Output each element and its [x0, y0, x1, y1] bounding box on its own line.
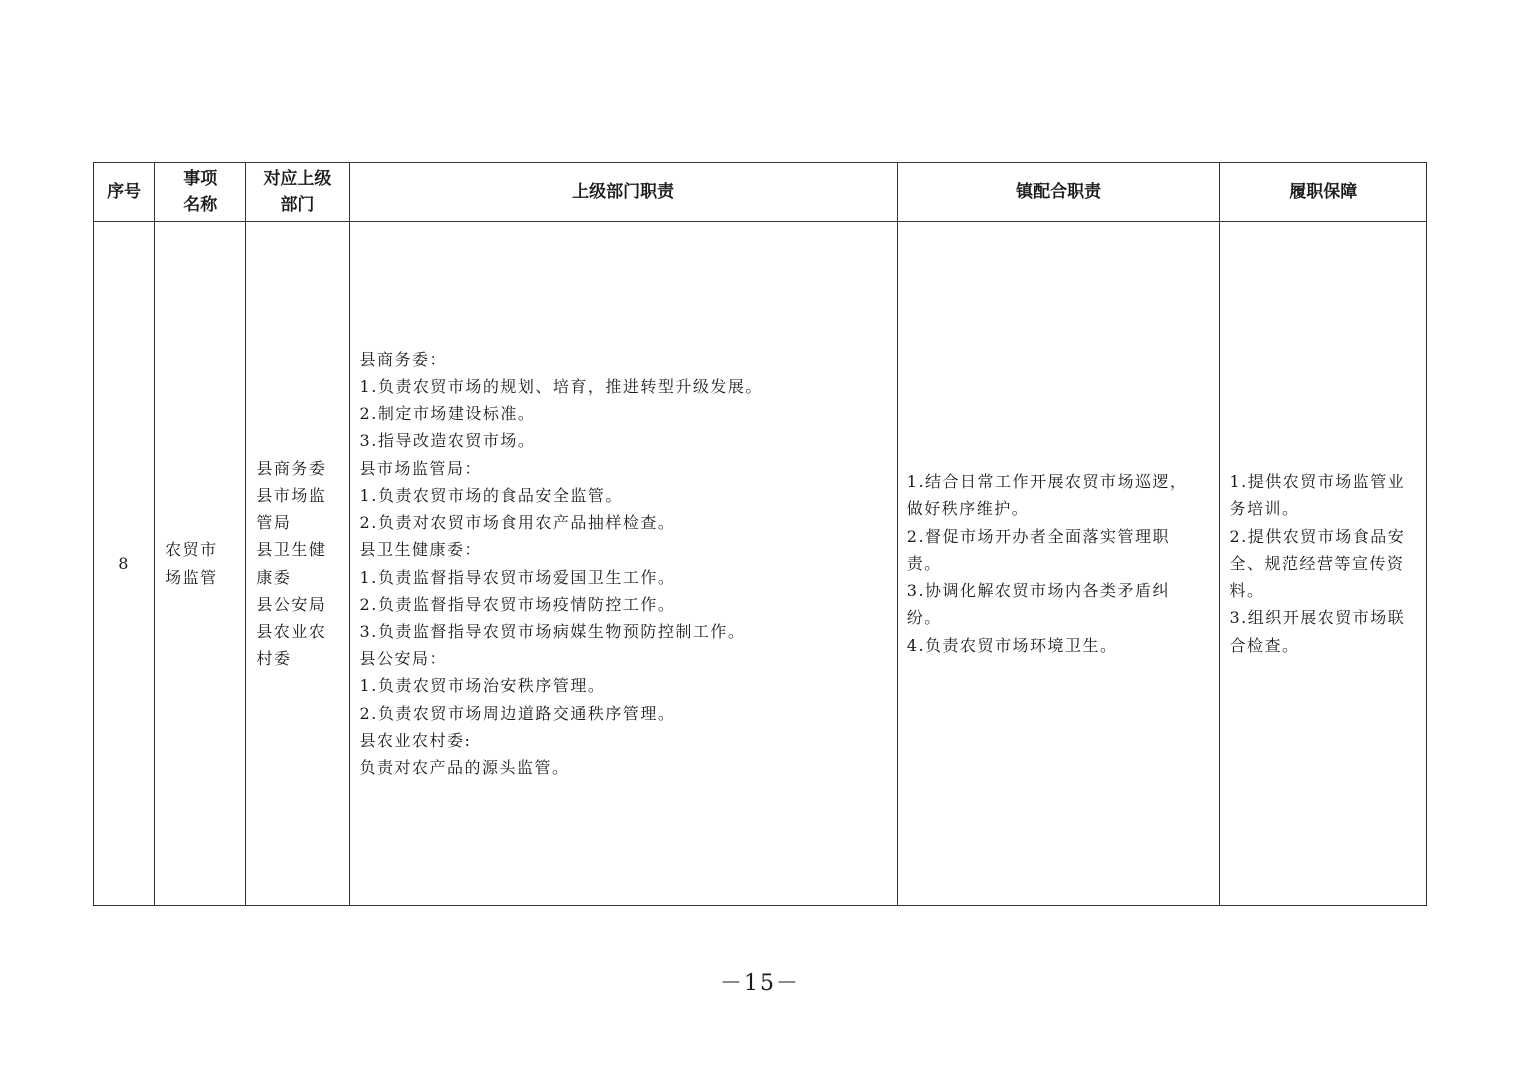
duty-line: 负责对农产品的源头监管。 — [359, 757, 570, 777]
duty-line: 1.负责农贸市场的食品安全监管。 — [359, 485, 623, 505]
header-superior-dept-line-2: 部门 — [280, 195, 315, 215]
town-duty-line: 做好秩序维护。 — [906, 499, 1030, 519]
duty-line: 县商务委： — [359, 349, 448, 369]
header-guarantee-label: 履职保障 — [1289, 182, 1358, 202]
guarantee-line: 1.提供农贸市场监管业 — [1229, 472, 1406, 492]
header-superior-dept — [246, 163, 349, 222]
header-superior-dept-line-1: 对应上级 — [263, 169, 332, 189]
duty-line: 1.负责监督指导农贸市场爱国卫生工作。 — [359, 567, 676, 587]
header-town-duty — [897, 163, 1220, 222]
item-name-line: 农贸市 — [165, 540, 218, 560]
town-duty-line: 2.督促市场开办者全面落实管理职 — [906, 526, 1171, 546]
guarantee-line: 2.提供农贸市场食品安 — [1229, 526, 1406, 546]
dept-line: 县卫生健 — [256, 540, 327, 560]
table-row — [94, 222, 1427, 906]
duty-line: 3.负责监督指导农贸市场病媒生物预防控制工作。 — [359, 621, 746, 641]
town-duty-line: 纷。 — [906, 608, 942, 628]
town-duty-line: 责。 — [906, 553, 942, 573]
dept-line: 县市场监 — [256, 485, 327, 505]
cell-item-name — [155, 222, 246, 906]
duty-line: 2.负责对农贸市场食用农产品抽样检查。 — [359, 513, 676, 533]
duty-line: 县公安局： — [359, 649, 448, 669]
page-number: －15－ — [720, 971, 800, 996]
header-seq — [94, 163, 155, 222]
duty-line: 2.制定市场建设标准。 — [359, 404, 536, 424]
town-duty-line: 3.协调化解农贸市场内各类矛盾纠 — [906, 581, 1171, 601]
guarantee-line: 合检查。 — [1229, 635, 1300, 655]
cell-seq — [94, 222, 155, 906]
dept-line: 县农业农 — [256, 621, 327, 641]
duty-line: 县市场监管局： — [359, 458, 483, 478]
dept-line: 村委 — [256, 649, 292, 669]
dept-line: 县公安局 — [256, 594, 327, 614]
header-item-name-line-1: 事项 — [183, 169, 218, 189]
header-town-duty-label: 镇配合职责 — [1016, 182, 1102, 202]
header-item-name — [155, 163, 246, 222]
duty-line: 1.负责农贸市场治安秩序管理。 — [359, 676, 606, 696]
duty-line: 2.负责农贸市场周边道路交通秩序管理。 — [359, 703, 676, 723]
header-seq-label: 序号 — [107, 182, 142, 202]
header-superior-duty — [349, 163, 897, 222]
dept-line: 康委 — [256, 567, 292, 587]
dept-line: 县商务委 — [256, 458, 327, 478]
cell-superior-dept — [246, 222, 349, 906]
cell-superior-duty — [349, 222, 897, 906]
cell-guarantee — [1220, 222, 1427, 906]
table-header-row — [94, 163, 1427, 222]
duty-line: 县农业农村委: — [359, 730, 472, 750]
town-duty-line: 1.结合日常工作开展农贸市场巡逻， — [906, 472, 1188, 492]
header-item-name-line-2: 名称 — [183, 195, 218, 215]
duty-line: 2.负责监督指导农贸市场疫情防控工作。 — [359, 594, 676, 614]
item-name-line: 场监管 — [165, 567, 218, 587]
guarantee-line: 料。 — [1229, 581, 1265, 601]
guarantee-line: 3.组织开展农贸市场联 — [1229, 608, 1406, 628]
duty-line: 1.负责农贸市场的规划、培育，推进转型升级发展。 — [359, 377, 763, 397]
town-duty-line: 4.负责农贸市场环境卫生。 — [906, 635, 1118, 655]
guarantee-line: 全、规范经营等宣传资 — [1229, 553, 1405, 573]
header-superior-duty-label: 上级部门职责 — [572, 182, 675, 202]
header-guarantee — [1220, 163, 1427, 222]
cell-town-duty — [897, 222, 1220, 906]
guarantee-line: 务培训。 — [1229, 499, 1300, 519]
dept-line: 管局 — [256, 513, 292, 533]
duty-table — [93, 162, 1427, 906]
seq-value: 8 — [118, 553, 130, 573]
duty-line: 县卫生健康委： — [359, 540, 483, 560]
duty-line: 3.指导改造农贸市场。 — [359, 431, 536, 451]
